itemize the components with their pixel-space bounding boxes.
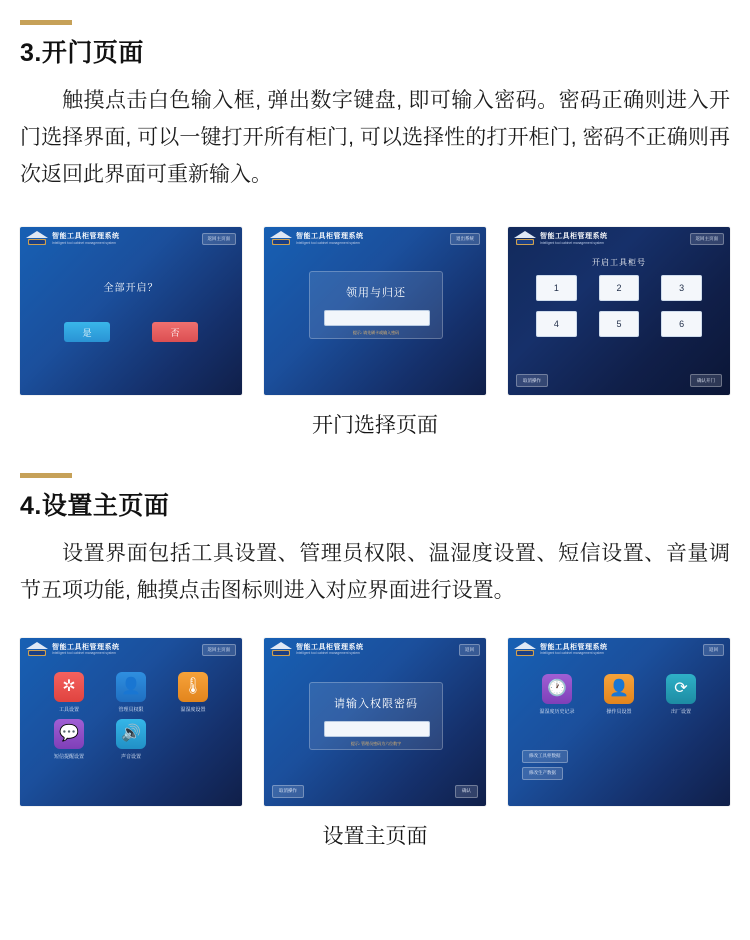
edit-cabinet-data-button[interactable]: 修改工具柜数据 xyxy=(522,750,568,763)
device-title-cn: 智能工具柜管理系统 xyxy=(52,643,120,651)
cabinet-button[interactable]: 4 xyxy=(536,311,577,337)
company-logo-icon xyxy=(26,642,48,658)
cabinet-button[interactable]: 6 xyxy=(661,311,702,337)
settings-icon-grid xyxy=(38,672,224,760)
device-title-cn: 智能工具柜管理系统 xyxy=(52,233,120,241)
device-header xyxy=(264,638,486,662)
device-header xyxy=(20,227,242,251)
screenshot-confirm-open-all xyxy=(20,227,242,395)
device-title-en: Intelligent tool cabinet management system xyxy=(540,240,604,245)
section-4-body: 设置界面包括工具设置、管理员权限、温湿度设置、短信设置、音量调节五项功能, 触摸点击图标则进入对应界面进行设置。 xyxy=(20,542,730,602)
header-back-button[interactable]: 返回主页面 xyxy=(202,644,237,656)
admin-password-hint: 提示: 管理员密码为六位数字 xyxy=(350,740,402,746)
section-3-body: 触摸点击白色输入框, 弹出数字键盘, 即可输入密码。密码正确则进入开门选择界面, 可以一键打开所有柜门, 可以选择性的打开柜门, 密码不正确则再次返回此界面可重新输入。 xyxy=(20,89,730,186)
cabinet-button[interactable]: 3 xyxy=(661,275,702,301)
device-header-text xyxy=(540,233,608,245)
section-rule xyxy=(20,473,72,478)
header-back-button[interactable]: 返回主页面 xyxy=(690,233,725,245)
cabinet-button[interactable]: 5 xyxy=(599,311,640,337)
cabinet-button[interactable]: 2 xyxy=(599,275,640,301)
records-item-operator[interactable] xyxy=(588,674,650,715)
user-icon: 👤 xyxy=(116,672,146,702)
settings-item-temp-humidity[interactable] xyxy=(162,672,224,713)
device-header xyxy=(508,227,730,251)
settings-item-sms[interactable] xyxy=(38,719,100,760)
cancel-operation-button[interactable]: 取消操作 xyxy=(516,374,548,387)
section-3 xyxy=(0,0,750,193)
cabinet-grid xyxy=(536,275,702,337)
settings-item-label: 管理员权限 xyxy=(118,706,144,713)
borrow-return-title: 领用与归还 xyxy=(346,287,406,300)
cancel-operation-button[interactable]: 取消操作 xyxy=(272,785,304,798)
confirm-question: 全部开启？ xyxy=(103,283,159,295)
caption-4: 设置主页面 xyxy=(322,824,428,848)
section-rule xyxy=(20,20,72,25)
records-mini-button-group xyxy=(522,750,568,780)
company-logo-icon xyxy=(26,231,48,247)
screenshot-row-4 xyxy=(0,638,750,806)
device-header xyxy=(264,227,486,251)
settings-item-label: 声音设置 xyxy=(120,753,141,760)
section-3-title: 3.开门页面 xyxy=(20,39,144,67)
device-title-en: Intelligent tool cabinet management system xyxy=(296,240,360,245)
device-header-text xyxy=(52,233,120,245)
screenshot-borrow-return xyxy=(264,227,486,395)
refresh-icon: ⟳ xyxy=(666,674,696,704)
confirm-button[interactable]: 确认 xyxy=(455,785,478,798)
settings-item-admin[interactable] xyxy=(100,672,162,713)
records-item-history[interactable] xyxy=(526,674,588,715)
caption-3: 开门选择页面 xyxy=(312,414,438,438)
settings-item-label: 短信提醒设置 xyxy=(53,753,84,760)
borrow-return-panel xyxy=(309,271,443,339)
device-header xyxy=(20,638,242,662)
header-back-button[interactable]: 返回主页面 xyxy=(202,233,237,245)
header-back-button[interactable]: 返回 xyxy=(703,644,724,656)
confirm-open-button[interactable]: 确认开门 xyxy=(690,374,722,387)
header-exit-button[interactable]: 退出系统 xyxy=(450,233,480,245)
device-title-en: Intelligent tool cabinet management system xyxy=(540,651,604,656)
device-header-text xyxy=(540,644,608,656)
records-item-factory-reset[interactable] xyxy=(650,674,712,715)
speaker-icon: 🔊 xyxy=(116,719,146,749)
settings-item-tool[interactable] xyxy=(38,672,100,713)
company-logo-icon xyxy=(514,231,536,247)
header-back-button[interactable]: 返回 xyxy=(459,644,480,656)
confirm-yes-button[interactable]: 是 xyxy=(64,322,110,342)
device-title-cn: 智能工具柜管理系统 xyxy=(540,233,608,241)
device-title-en: Intelligent tool cabinet management system xyxy=(52,240,116,245)
admin-password-panel xyxy=(309,682,443,750)
screenshot-settings-home xyxy=(20,638,242,806)
records-item-label: 出厂设置 xyxy=(670,708,691,715)
section-4 xyxy=(0,473,750,610)
device-title-en: Intelligent tool cabinet management system xyxy=(52,651,116,656)
records-item-label: 操作员设置 xyxy=(606,708,632,715)
settings-item-volume[interactable] xyxy=(100,719,162,760)
screenshot-records-home xyxy=(508,638,730,806)
clock-icon: 🕐 xyxy=(542,674,572,704)
company-logo-icon xyxy=(514,642,536,658)
thermometer-icon: 🌡 xyxy=(178,672,208,702)
edit-production-data-button[interactable]: 修改生产数据 xyxy=(522,767,563,780)
password-hint: 提示: 请先刷卡或输入密码 xyxy=(352,330,400,336)
settings-item-label: 工具设置 xyxy=(58,706,79,713)
device-header xyxy=(508,638,730,662)
records-icon-grid xyxy=(526,674,712,715)
admin-password-input[interactable] xyxy=(324,721,430,737)
cabinet-select-title: 开启工具柜号 xyxy=(592,258,646,268)
records-item-label: 温湿度历史记录 xyxy=(539,708,575,715)
section-4-title: 4.设置主页面 xyxy=(20,492,170,521)
device-title-cn: 智能工具柜管理系统 xyxy=(296,643,364,651)
gear-icon: ✲ xyxy=(54,672,84,702)
admin-password-title: 请输入权限密码 xyxy=(334,697,418,710)
cabinet-button[interactable]: 1 xyxy=(536,275,577,301)
screenshot-cabinet-select xyxy=(508,227,730,395)
screenshot-row-3 xyxy=(0,227,750,395)
company-logo-icon xyxy=(270,642,292,658)
confirm-button-group xyxy=(20,322,242,342)
confirm-no-button[interactable]: 否 xyxy=(152,322,198,342)
device-title-en: Intelligent tool cabinet management system xyxy=(296,651,360,656)
device-header-text xyxy=(52,644,120,656)
screenshot-admin-password xyxy=(264,638,486,806)
device-title-cn: 智能工具柜管理系统 xyxy=(540,643,608,651)
device-title-cn: 智能工具柜管理系统 xyxy=(296,233,364,241)
password-input[interactable] xyxy=(324,310,430,326)
device-header-text xyxy=(296,644,364,656)
device-header-text xyxy=(296,233,364,245)
user-icon: 👤 xyxy=(604,674,634,704)
company-logo-icon xyxy=(270,231,292,247)
message-icon: 💬 xyxy=(54,719,84,749)
settings-item-label: 温湿度设置 xyxy=(180,706,206,713)
